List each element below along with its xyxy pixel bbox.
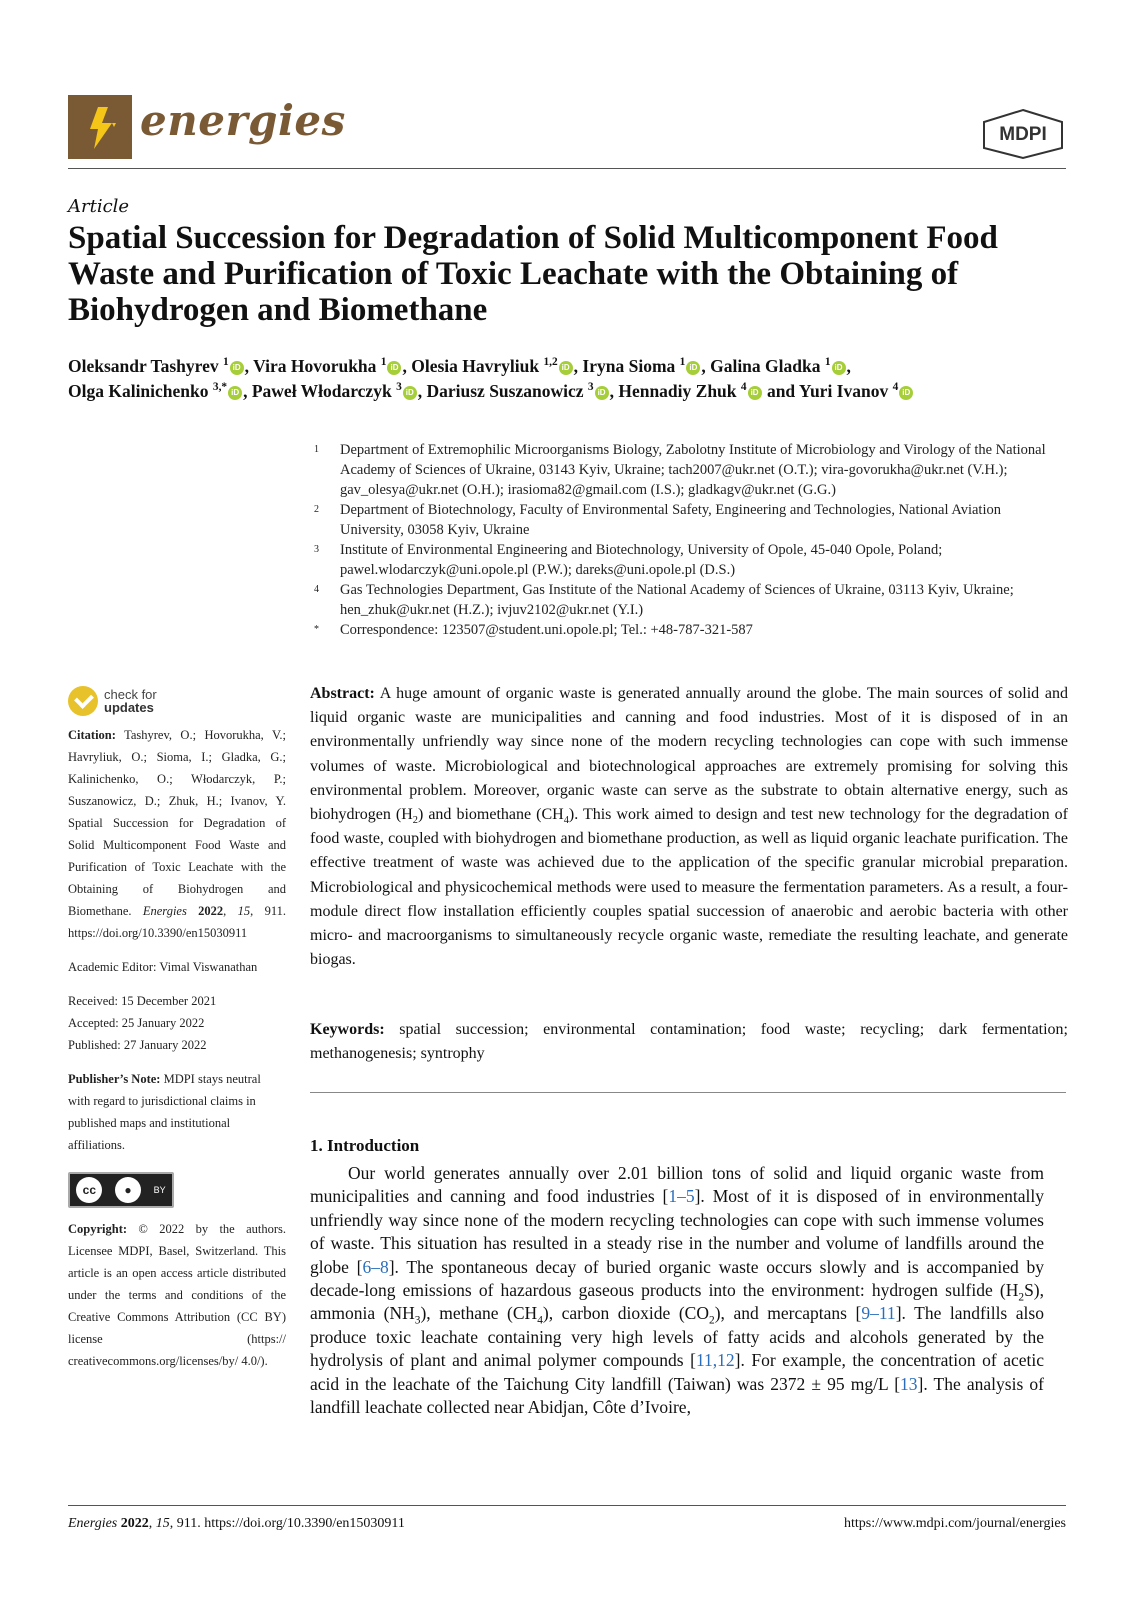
publisher-note xyxy=(68,1068,286,1156)
subscript: 4 xyxy=(537,1314,543,1327)
subscript: 2 xyxy=(1018,1291,1025,1304)
reference-link[interactable]: 1 xyxy=(668,1186,678,1207)
dates xyxy=(68,990,286,1056)
journal-url-link[interactable]: https://www.mdpi.com/journal/energies xyxy=(843,1516,1066,1531)
reference-link[interactable]: 6 xyxy=(362,1256,372,1277)
author-affiliation: 1,2 xyxy=(543,356,558,369)
reference-link[interactable]: 9 xyxy=(861,1303,871,1324)
subscript: 3 xyxy=(414,1314,421,1327)
orcid-icon[interactable]: iD xyxy=(899,386,913,400)
author-affiliation: 1 xyxy=(824,356,831,369)
accepted-date: Accepted: 25 January 2022 xyxy=(68,1016,205,1030)
subscript: 2 xyxy=(412,815,418,827)
reference-link[interactable]: 12 xyxy=(717,1350,735,1371)
correspondence-text: Correspondence: 123507@student.uni.opole.pl; Tel.: +48-787-321-587 xyxy=(340,622,753,638)
reference-link: – xyxy=(870,1303,879,1324)
orcid-icon[interactable]: iD xyxy=(230,361,244,375)
abstract xyxy=(310,682,1068,972)
body-text: ]. Most of it is disposed of in environmentally unfriendly way since none of the modern recycling technologies can cope with such immense volumes of waste. This situation has resulted in a steady rise in the number and volume of landfills around the globe [ xyxy=(310,1186,1044,1277)
author-affiliation: 1 xyxy=(380,356,387,369)
keywords xyxy=(310,1018,1068,1066)
body-text: Our world generates annually over 2.01 billion tons of solid and liquid organic waste from municipalities and canning and food industries [ xyxy=(310,1163,1044,1207)
author-list: Oleksandr Tashyrev $^1$ iD , Vira Hovorukha $^1$ iD , Olesia Havryliuk $^{1,2}$ iD , Iryna Sioma $^1$ iD , Galina Gladka $^1$ iD , Olga Kalinichenko $^{3,*}$ iD , Paweł Włodarczyk $^3$ iD , Dariusz Suszanowicz $^3$ iD , Hennadiy Zhuk $^4$ iD and Yuri Ivanov $^4$ iD xyxy=(68,354,1068,404)
body-text: ]. The spontaneous decay of buried organic waste occurs slowly and is accompanied by decade-long emissions of hazardous gaseous products into the environment: hydrogen sulfide (H xyxy=(310,1256,1045,1301)
orcid-icon[interactable]: iD xyxy=(595,386,609,400)
author-affiliation: 1 xyxy=(679,356,686,369)
copyright-text: © 2022 by the authors. Licensee MDPI, Basel, Switzerland. This article is an open access article distributed under the terms and conditions of the Creative Commons Attribution (CC BY) license (https:// creativecommons.org/licenses/by/ 4.0/). xyxy=(68,1222,286,1368)
orcid-icon[interactable]: iD xyxy=(228,386,242,400)
publisher-note-label: Publisher’s Note: xyxy=(68,1072,161,1086)
citation: Citation: Tashyrev, O.; Hovorukha, V.; Havryliuk, O.; Sioma, I.; Gladka, G.; Kalinichenko, O.; Włodarczyk, P.; Suszanowicz, D.; Zhuk, H.; Ivanov, Y. Spatial Succession for Degradation of Solid Multicomponent Food Waste and Purification of Toxic Leachate with the Obtaining of Biohydrogen and Biomethane. Energies 2022, 15, 911. https://doi.org/10.3390/en15030911 xyxy=(68,728,286,940)
affiliation-text: Gas Technologies Department, Gas Institute of the National Academy of Sciences of Ukraine, 03113 Kyiv, Ukraine; hen_zhuk@ukr.net (H.Z.); ivjuv2102@ukr.net (Y.I.) xyxy=(340,582,1014,618)
author-affiliation: 1 xyxy=(222,356,229,369)
citation-journal: Energies xyxy=(142,904,187,918)
subscript: 4 xyxy=(563,815,569,827)
affiliation-number: 3 xyxy=(314,544,319,555)
section-heading: 1. Introduction xyxy=(310,1136,420,1155)
body-text: S), ammonia (NH xyxy=(310,1280,1044,1324)
body-text: ]. For example, the concentration of acetic acid in the leachate of the Taichung City landfill (Taiwan) was 2372 ± 95 mg/L [ xyxy=(310,1350,1044,1394)
article-title: Spatial Succession for Degradation of Solid Multicomponent Food Waste and Purification of Toxic Leachate with the Obtaining of Biohydrogen and Biomethane xyxy=(68,220,998,328)
affiliation-item xyxy=(314,500,1066,540)
author-affiliation: 4 xyxy=(892,381,899,394)
reference-link: , xyxy=(712,1350,718,1371)
reference-link: – xyxy=(371,1256,380,1277)
article-type: Article xyxy=(68,196,130,217)
abstract-label: Abstract: xyxy=(310,685,375,702)
author[interactable]: Dariusz Suszanowicz xyxy=(426,381,584,401)
affiliation-text: Institute of Environmental Engineering and Biotechnology, University of Opole, 45-040 Opole, Poland; pawel.wlodarczyk@uni.opole.pl (P.W.); dareks@uni.opole.pl (D.S.) xyxy=(340,542,943,578)
cc-icon: cc xyxy=(76,1177,102,1203)
publisher-name: MDPI xyxy=(999,124,1047,145)
reference-link[interactable]: 8 xyxy=(379,1256,389,1277)
publisher-note-text: MDPI stays neutral with regard to jurisdictional claims in published maps and institutional affiliations. xyxy=(68,1072,261,1152)
section-divider xyxy=(310,1092,1066,1093)
orcid-icon[interactable]: iD xyxy=(832,361,846,375)
author[interactable]: Galina Gladka xyxy=(710,356,821,376)
citation-text: Tashyrev, O.; Hovorukha, V.; Havryliuk, O.; Sioma, I.; Gladka, G.; Kalinichenko, O.; Włodarczyk, P.; Suszanowicz, D.; Zhuk, H.; Ivanov, Y. Spatial Succession for Degradation of Solid Multicomponent Food Waste and Purification of Toxic Leachate with the Obtaining of Biohydrogen and Biomethane. xyxy=(68,728,286,918)
body-text: ), methane (CH xyxy=(420,1303,538,1324)
abstract-text: ). This work aimed to design and test new technology for the degradation of food waste, coupled with biohydrogen and biomethane production, as well as liquid organic leachate purification. The effective treatment of waste was achieved due to the application of the specific granular microbial preparation. Microbiological and physicochemical methods were used to measure the fermentation parameters. As a result, a four-module direct flow installation efficiently couples spatial succession of anaerobic and aerobic bacteria with other micro- and macroorganisms to simultaneously recycle organic waste, remediate the resulting leachate, and generate biogas. xyxy=(310,806,1068,969)
author[interactable]: Vira Hovorukha xyxy=(253,356,377,376)
checkmark-icon xyxy=(68,686,98,716)
keywords-label: Keywords: xyxy=(310,1021,385,1038)
reference-link[interactable]: 11 xyxy=(695,1350,713,1371)
body-text: ]. The landfills also produce toxic leachate containing very high levels of fatty acids and alcohols generated by the hydrolysis of plant and animal polymer compounds [ xyxy=(310,1303,1044,1371)
affiliations xyxy=(314,440,1066,640)
abstract-text: ) and biomethane (CH xyxy=(417,806,564,824)
author[interactable]: Iryna Sioma xyxy=(582,356,676,376)
updates-label: updates xyxy=(104,700,154,715)
academic-editor: Academic Editor: Vimal Viswanathan xyxy=(68,960,258,974)
check-for-label: check for xyxy=(104,687,157,702)
sidebar xyxy=(68,724,286,1384)
abstract-text: A huge amount of organic waste is generated annually around the globe. The main sources of solid and liquid organic waste are municipalities and canning and food industries. Most of it is disposed of in an environmentally unfriendly way since none of the modern recycling technologies can cope with such immense volumes of waste. Microbiological and biotechnological approaches are extremely promising for solving this environmental problem. Moreover, organic waste can serve as the substrate to obtain alternative energy, such as biohydrogen (H xyxy=(310,685,1068,824)
cc-by-license-icon[interactable] xyxy=(68,1172,174,1208)
journal-name: energies xyxy=(140,96,346,145)
reference-link[interactable]: 13 xyxy=(900,1373,918,1394)
copyright-label: Copyright: xyxy=(68,1222,128,1236)
orcid-icon[interactable]: iD xyxy=(686,361,700,375)
affiliation-number: 4 xyxy=(314,584,319,595)
citation-volume: 15 xyxy=(237,904,251,918)
body-text: ), and mercaptans [ xyxy=(714,1303,862,1324)
orcid-icon[interactable]: iD xyxy=(559,361,573,375)
author[interactable]: Olesia Havryliuk xyxy=(411,356,540,376)
journal-logo-icon xyxy=(68,95,132,159)
affiliation-number: 2 xyxy=(314,504,319,515)
reference-link[interactable]: 5 xyxy=(685,1186,695,1207)
received-date: Received: 15 December 2021 xyxy=(68,994,217,1008)
mdpi-logo-icon xyxy=(980,108,1066,164)
correspondence-item xyxy=(314,620,1066,640)
author[interactable]: Yuri Ivanov xyxy=(798,381,889,401)
introduction-paragraph xyxy=(310,1162,1044,1419)
affiliation-number: 1 xyxy=(314,444,319,455)
copyright xyxy=(68,1218,286,1372)
author-affiliation: 4 xyxy=(740,381,747,394)
author[interactable]: Oleksandr Tashyrev xyxy=(68,356,219,376)
footer-journal: Energies xyxy=(68,1516,118,1531)
subscript: 2 xyxy=(709,1314,715,1327)
affiliation-text: Department of Biotechnology, Faculty of Environmental Safety, Engineering and Technologies, National Aviation University, 03058 Kyiv, Ukraine xyxy=(340,502,1001,538)
author-affiliation: 3 xyxy=(396,381,402,394)
author[interactable]: Hennadiy Zhuk xyxy=(618,381,737,401)
affiliation-item xyxy=(314,580,1066,620)
affiliation-item xyxy=(314,440,1066,500)
reference-link: – xyxy=(677,1186,686,1207)
body-text: ), carbon dioxide (CO xyxy=(542,1303,709,1324)
affiliation-text: Department of Extremophilic Microorganisms Biology, Zabolotny Institute of Microbiology and Virology of the National Academy of Sciences of Ukraine, 03143 Kyiv, Ukraine; tach2007@ukr.net (O.T.); vira-govorukha@ukr.net (V.H.); gav_olesya@ukr.net (O.H.); irasioma82@gmail.com (I.S.); gladkagv@ukr.net (G.G.) xyxy=(340,442,1046,498)
citation-doi-link[interactable]: 911. https://doi.org/10.3390/en15030911 xyxy=(68,904,286,940)
footer-doi-link[interactable]: 911. https://doi.org/10.3390/en15030911 xyxy=(176,1516,405,1531)
footer-citation: Energies 2022, 15, 911. https://doi.org/10.3390/en15030911 xyxy=(68,1516,405,1531)
reference-link[interactable]: 11 xyxy=(878,1303,896,1324)
by-label: BY xyxy=(153,1185,166,1195)
footer-volume: 15 xyxy=(155,1516,170,1531)
affiliation-number: * xyxy=(314,624,319,635)
author[interactable]: Paweł Włodarczyk xyxy=(251,381,392,401)
author-affiliation: 3 xyxy=(587,381,594,394)
footer-divider xyxy=(68,1505,1066,1506)
author[interactable]: Olga Kalinichenko xyxy=(68,381,209,401)
keywords-text: spatial succession; environmental contamination; food waste; recycling; dark fermentation; methanogenesis; syntrophy xyxy=(310,1021,1069,1063)
body-text: ]. The analysis of landfill leachate collected near Abidjan, Côte d’Ivoire, xyxy=(310,1373,1044,1418)
header-divider xyxy=(68,168,1066,169)
affiliation-item xyxy=(314,540,1066,580)
citation-year: 2022 xyxy=(198,904,224,918)
check-for-updates-button[interactable] xyxy=(68,686,157,716)
orcid-icon[interactable]: iD xyxy=(387,361,401,375)
footer-year: 2022 xyxy=(120,1516,149,1531)
citation-label: Citation: xyxy=(68,728,116,742)
attribution-icon: ● xyxy=(115,1177,141,1203)
published-date: Published: 27 January 2022 xyxy=(68,1038,207,1052)
author-affiliation: 3,* xyxy=(212,381,228,394)
orcid-icon[interactable]: iD xyxy=(403,386,417,400)
orcid-icon[interactable]: iD xyxy=(748,386,762,400)
